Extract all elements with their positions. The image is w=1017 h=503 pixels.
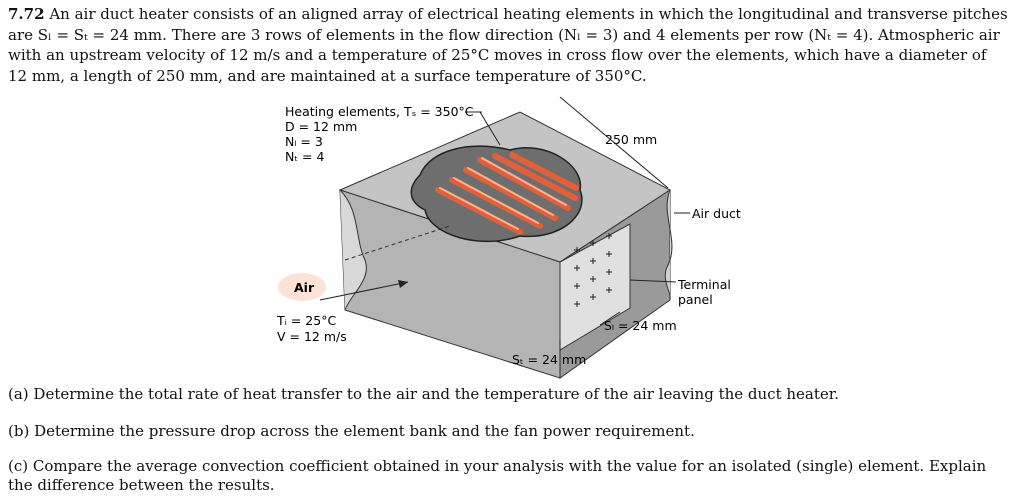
question-a: (a) Determine the total rate of heat transfer to the air and the temperature of the air leaving the duct heater.: [8, 385, 840, 403]
air-duct-label: Air duct: [692, 206, 741, 221]
inlet-temperature-label: Tᵢ = 25°C: [277, 313, 337, 328]
sl-label: Sₗ = 24 mm: [604, 318, 677, 333]
question-c: (c) Compare the average convection coefficient obtained in your analysis with the value for an isolated (single) element. Explain the difference between the results.: [8, 457, 987, 494]
velocity-label: V = 12 m/s: [277, 329, 347, 344]
cutaway-opening: [411, 146, 582, 241]
diameter-label: D = 12 mm: [285, 119, 358, 134]
terminal-label-line1: Terminal: [678, 277, 731, 292]
nt-label: Nₜ = 4: [285, 149, 325, 164]
terminal-label-line2: panel: [678, 292, 713, 307]
length-label: 250 mm: [605, 132, 658, 147]
st-label: Sₜ = 24 mm: [512, 352, 587, 367]
air-label: Air: [294, 280, 315, 295]
problem-text: An air duct heater consists of an aligned array of electrical heating elements in which the longitudinal and transverse pitches are Sₗ = Sₜ = 24 mm. There are 3 rows of elements in the flow direction (Nₗ = 3) and 4 elements per row (Nₜ = 4). Atmospheric air with an upstream velocity of 12 m/s and a temperature of 25°C moves in cross flow over the elements, which have a diameter of 12 mm, a length of 250 mm, and are maintained at a surface temperature of 350°C.: [8, 5, 1008, 85]
nl-label: Nₗ = 3: [285, 134, 323, 149]
heating-elements-label: Heating elements, Tₛ = 350°C: [285, 104, 474, 119]
problem-number: 7.72: [8, 5, 45, 23]
question-b: (b) Determine the pressure drop across the element bank and the fan power requirement.: [8, 422, 695, 440]
